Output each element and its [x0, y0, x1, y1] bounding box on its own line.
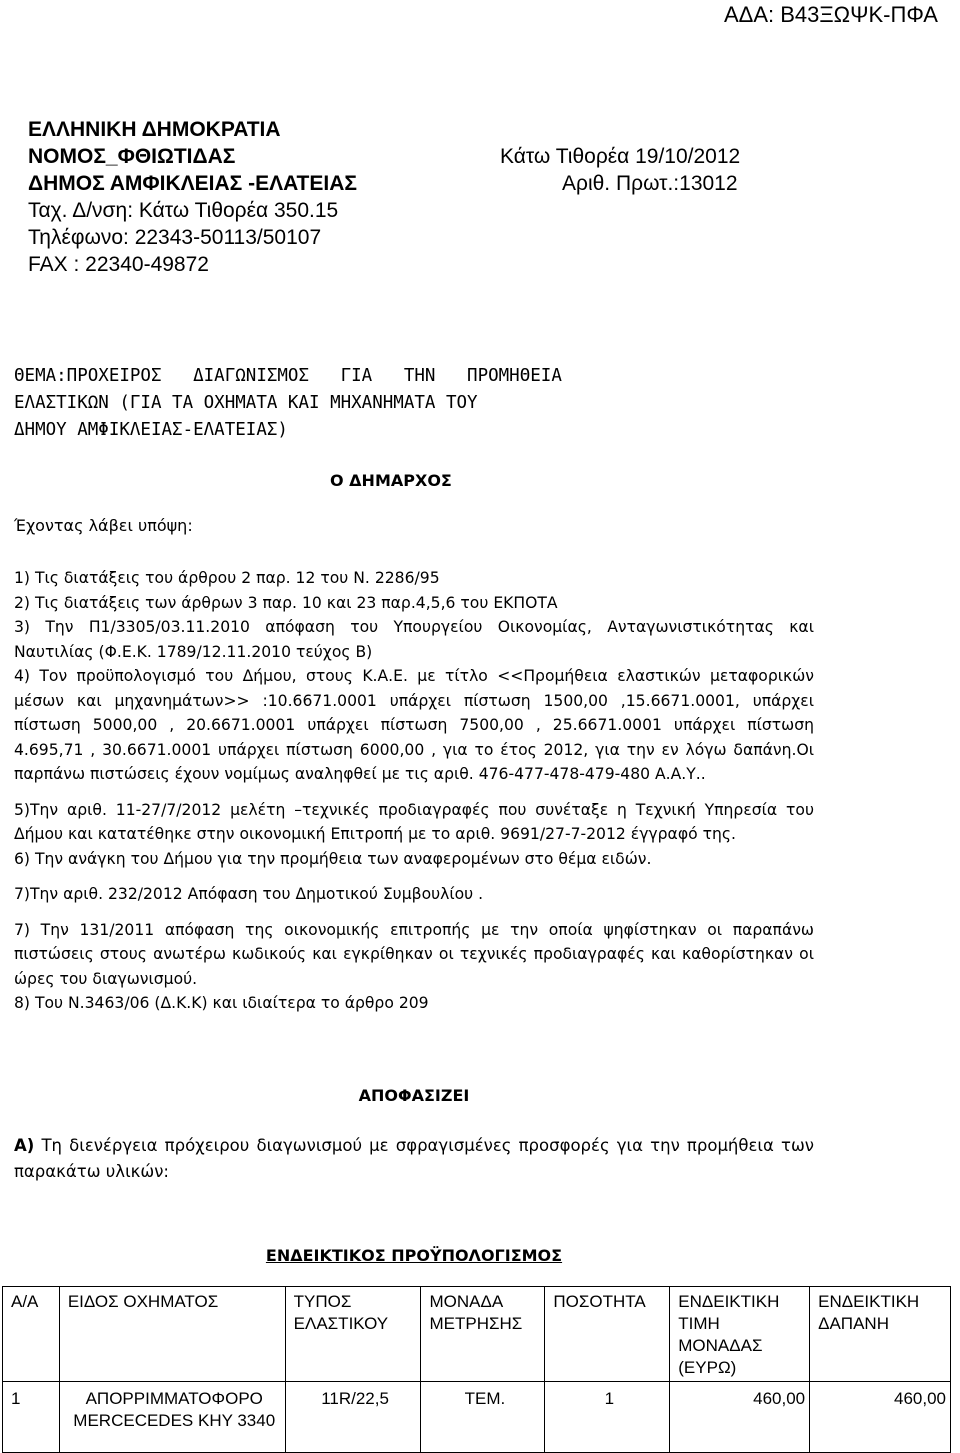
considerations-list: [14, 566, 814, 1016]
subject-line-1: ΘΕΜΑ:ΠΡΟΧΕΙΡΟΣ ΔΙΑΓΩΝΙΣΜΟΣ ΓΙΑ ΤΗΝ ΠΡΟΜΗΘΕΙΑ: [14, 366, 562, 386]
col-header-vehicle: ΕΙΔΟΣ ΟΧΗΜΑΤΟΣ: [59, 1287, 285, 1382]
protocol-number: Αριθ. Πρωτ.:13012: [562, 172, 738, 195]
col-header-tire-type: ΤΥΠΟΣ ΕΛΑΣΤΙΚΟΥ: [285, 1287, 421, 1382]
cell-unit: ΤΕΜ.: [421, 1382, 545, 1453]
header-municipality: ΔΗΜΟΣ ΑΜΦΙΚΛΕΙΑΣ -ΕΛΑΤΕΙΑΣ: [28, 172, 357, 195]
col-header-aa: Α/Α: [3, 1287, 60, 1382]
table-header-row: [3, 1287, 951, 1382]
cell-aa: 1: [3, 1382, 60, 1453]
col-header-cost: ΕΝΔΕΙΚΤΙΚΗ ΔΑΠΑΝΗ: [810, 1287, 951, 1382]
paragraph-text: Τη διενέργεια πρόχειρου διαγωνισμού με σφραγισμένες προσφορές για την προμήθεια των παρακάτω υλικών:: [14, 1136, 814, 1181]
header-address: Ταχ. Δ/νση: Κάτω Τιθορέα 350.15: [28, 199, 339, 222]
cell-vehicle: ΑΠΟΡΡΙΜΜΑΤΟΦΟΡΟ MERCECEDES ΚΗΥ 3340: [59, 1382, 285, 1453]
table-row: [3, 1382, 951, 1453]
consideration-item: 6) Την ανάγκη του Δήμου για την προμήθεια των αναφερομένων στο θέμα ειδών.: [14, 849, 652, 868]
cell-unit-price: 460,00: [670, 1382, 810, 1453]
document-subject: [14, 363, 814, 444]
header-republic: ΕΛΛΗΝΙΚΗ ΔΗΜΟΚΡΑΤΙΑ: [28, 118, 281, 141]
subject-line-3: ΔΗΜΟΥ ΑΜΦΙΚΛΕΙΑΣ-ΕΛΑΤΕΙΑΣ): [14, 420, 288, 440]
consideration-item: 3) Την Π1/3305/03.11.2010 απόφαση του Υπουργείου Οικονομίας, Ανταγωνιστικότητας και Ναυτιλίας (Φ.Ε.Κ. 1789/12.11.2010 τεύχος Β): [14, 618, 814, 661]
date-protocol-block: [500, 143, 740, 197]
col-header-quantity: ΠΟΣΟΤΗΤΑ: [545, 1287, 670, 1382]
consideration-item: 8) Του Ν.3463/06 (Δ.Κ.Κ) και ιδιαίτερα το άρθρο 209: [14, 994, 429, 1012]
consideration-item: 1) Τις διατάξεις του άρθρου 2 παρ. 12 του Ν. 2286/95: [14, 569, 440, 587]
considerations-intro: Έχοντας λάβει υπόψη:: [14, 516, 193, 535]
consideration-item: 2) Τις διατάξεις των άρθρων 3 παρ. 10 και 23 παρ.4,5,6 του ΕΚΠΟΤΑ: [14, 593, 558, 612]
header-prefecture: ΝΟΜΟΣ_ΦΘΙΩΤΙΔΑΣ: [28, 145, 236, 168]
subject-line-2: ΕΛΑΣΤΙΚΩΝ (ΓΙΑ ΤΑ ΟΧΗΜΑΤΑ ΚΑΙ ΜΗΧΑΝΗΜΑΤΑ ΤΟΥ: [14, 393, 478, 413]
budget-title: ΕΝΔΕΙΚΤΙΚΟΣ ΠΡΟΫΠΟΛΟΓΙΣΜΟΣ: [265, 1246, 563, 1265]
paragraph-label: Α): [14, 1136, 35, 1155]
header-fax: FAX : 22340-49872: [28, 253, 209, 276]
decision-paragraph-a: [14, 1133, 814, 1185]
decides-heading: ΑΠΟΦΑΣΙΖΕΙ: [358, 1086, 470, 1105]
issuer-header: [28, 116, 357, 278]
document-date: Κάτω Τιθορέα 19/10/2012: [500, 145, 741, 168]
cell-quantity: 1: [545, 1382, 670, 1453]
mayor-heading: Ο ΔΗΜΑΡΧΟΣ: [330, 471, 452, 490]
consideration-item: 7)Την αριθ. 232/2012 Απόφαση του Δημοτικού Συμβουλίου .: [14, 885, 484, 903]
col-header-unit-price: ΕΝΔΕΙΚΤΙΚΗ ΤΙΜΗ ΜΟΝΑΔΑΣ (ΕΥΡΩ): [670, 1287, 810, 1382]
col-header-unit: ΜΟΝΑΔΑ ΜΕΤΡΗΣΗΣ: [421, 1287, 545, 1382]
cell-tire-type: 11R/22,5: [285, 1382, 421, 1453]
ada-code: ΑΔΑ: Β43ΞΩΨΚ-ΠΦΑ: [723, 2, 938, 27]
header-phone: Τηλέφωνο: 22343-50113/50107: [28, 226, 322, 249]
consideration-item: 7) Την 131/2011 απόφαση της οικονομικής επιτροπής με την οποία ψηφίστηκαν οι παραπάνω πιστώσεις στους ανωτέρω κωδικούς και εγκρίθηκαν οι τεχνικές προδιαγραφές και καθορίστηκαν οι ώρες του διαγωνισμού.: [14, 920, 814, 988]
consideration-item: 5)Την αριθ. 11-27/7/2012 μελέτη –τεχνικές προδιαγραφές που συνέταξε η Τεχνική Υπηρεσία του Δήμου και κατατέθηκε στην οικονομική Επιτροπή με το αριθ. 9691/27-7-2012 έγγραφό της.: [14, 800, 814, 843]
consideration-item: 4) Τον προϋπολογισμό του Δήμου, στους Κ.Α.Ε. με τίτλο <<Προμήθεια ελαστικών μεταφορικών μέσων και μηχανημάτων>> :10.6671.0001 υπάρχει πίστωση 1500,00 ,15.6671.0001, υπάρχει πίστωση 5000,00 , 20.6671.0001 υπάρχει πίστωση 7500,00 , 25.6671.0001 υπάρχει πίστωση 4.695,71 , 30.6671.0001 υπάρχει πίστωση 6000,00 , για το έτος 2012, για την εν λόγω δαπάνη.Οι παρπάνω πιστώσεις έχουν νομίμως αναληφθεί με τις αριθ. 476-477-478-479-480 Α.Α.Υ..: [14, 667, 814, 783]
budget-table: [2, 1286, 951, 1453]
cell-cost: 460,00: [810, 1382, 951, 1453]
